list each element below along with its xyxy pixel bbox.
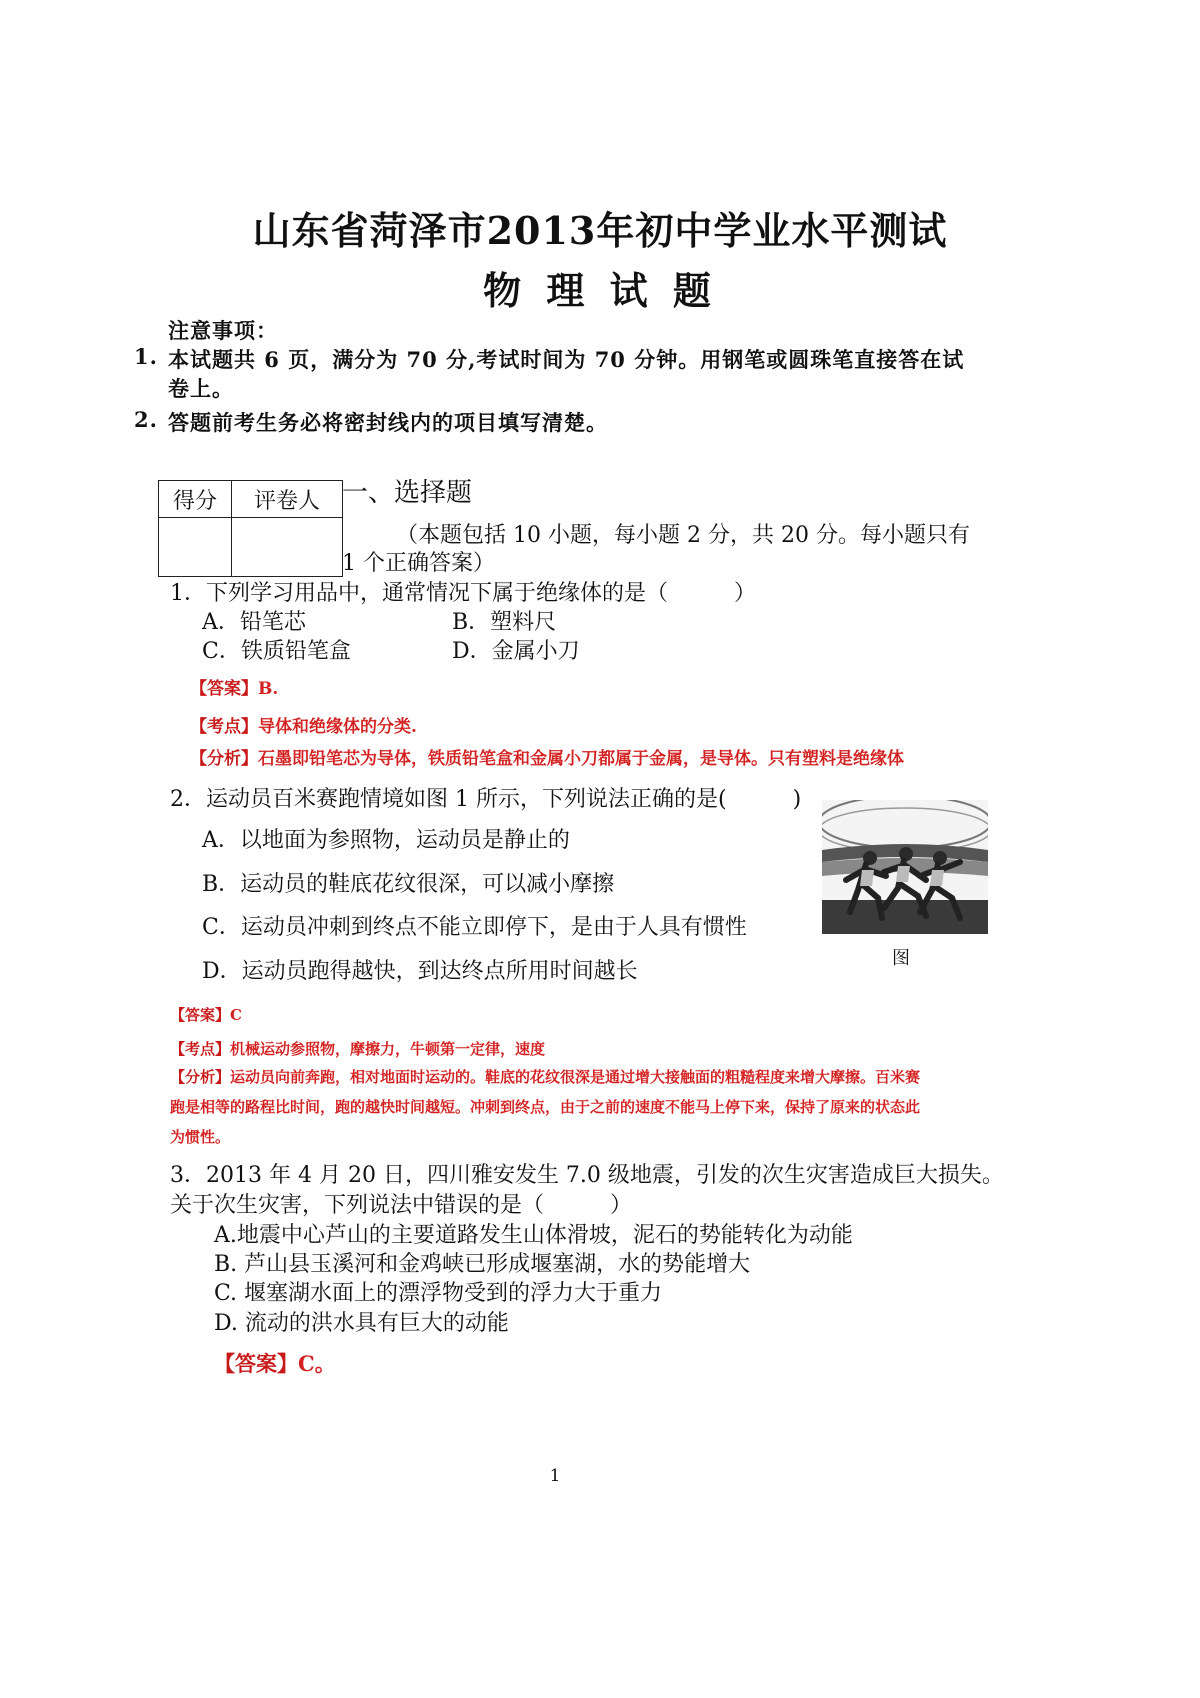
notice-item-1-number: 1. bbox=[134, 344, 158, 369]
question-2-option-d: D．运动员跑得越快，到达终点所用时间越长 bbox=[202, 959, 638, 984]
question-3-stem-line1: 3．2013 年 4 月 20 日，四川雅安发生 7.0 级地震，引发的次生灾害造成巨大损失。 bbox=[170, 1163, 1004, 1188]
question-2-option-a: A．以地面为参照物，运动员是静止的 bbox=[202, 828, 570, 853]
analysis-label: 【分析】 bbox=[190, 749, 258, 769]
question-1-option-c: C．铁质铅笔盒 bbox=[202, 639, 351, 664]
notice-item-1-line1: 本试题共 6 页，满分为 70 分,考试时间为 70 分钟。用钢笔或圆珠笔直接答在试 bbox=[168, 347, 965, 372]
question-3-option-d: D. 流动的洪水具有巨大的动能 bbox=[214, 1311, 509, 1336]
grader-cell bbox=[232, 518, 343, 577]
page-subtitle: 物 理 试 题 bbox=[483, 268, 717, 313]
runners-figure bbox=[822, 800, 988, 934]
analysis-text: 石墨即铅笔芯为导体，铁质铅笔盒和金属小刀都属于金属，是导体。只有塑料是绝缘体 bbox=[258, 749, 904, 769]
question-1-analysis bbox=[190, 744, 904, 769]
question-3-option-a: A.地震中心芦山的主要道路发生山体滑坡，泥石的势能转化为动能 bbox=[214, 1223, 853, 1248]
section-title: 一、选择题 bbox=[342, 478, 473, 508]
analysis-text: 运动员向前奔跑，相对地面时运动的。鞋底的花纹很深是通过增大接触面的粗糙程度来增大摩擦。百米赛 bbox=[230, 1068, 921, 1086]
answer-text: B. bbox=[258, 679, 279, 699]
point-text: 导体和绝缘体的分类. bbox=[258, 717, 417, 737]
point-label: 【考点】 bbox=[190, 717, 258, 737]
answer-label: 【答案】 bbox=[214, 1351, 298, 1376]
analysis-label: 【分析】 bbox=[170, 1068, 231, 1086]
point-label: 【考点】 bbox=[170, 1040, 231, 1058]
question-1-stem: 1．下列学习用品中，通常情况下属于绝缘体的是（ ） bbox=[170, 581, 756, 606]
question-3-option-b: B. 芦山县玉溪河和金鸡峡已形成堰塞湖，水的势能增大 bbox=[214, 1252, 751, 1277]
question-2-point bbox=[170, 1038, 545, 1059]
grader-header: 评卷人 bbox=[232, 481, 343, 518]
question-3-answer bbox=[214, 1348, 336, 1378]
notice-heading: 注意事项： bbox=[168, 318, 278, 343]
question-3-stem-line2: 关于次生灾害，下列说法中错误的是（ ） bbox=[170, 1193, 633, 1218]
question-2-analysis-line2: 跑是相等的路程比时间，跑的越快时间越短。冲刺到终点，由于之前的速度不能马上停下来，保持了原来的状态此 bbox=[170, 1098, 921, 1116]
answer-text: C bbox=[230, 1006, 242, 1024]
page-title: 山东省菏泽市2013年初中学业水平测试 bbox=[252, 208, 948, 253]
question-1-answer bbox=[190, 674, 278, 699]
question-1-option-d: D．金属小刀 bbox=[452, 639, 580, 664]
question-2-analysis-line1 bbox=[170, 1066, 920, 1087]
runners-illustration bbox=[822, 800, 988, 934]
question-1-option-b: B．塑料尺 bbox=[452, 610, 557, 635]
question-1-option-a: A．铅笔芯 bbox=[202, 610, 306, 635]
question-2-stem: 2．运动员百米赛跑情境如图 1 所示，下列说法正确的是( ) bbox=[170, 787, 802, 812]
question-2-option-c: C．运动员冲刺到终点不能立即停下，是由于人具有惯性 bbox=[202, 915, 747, 940]
section-description-line1: （本题包括 10 小题，每小题 2 分，共 20 分。每小题只有 bbox=[396, 523, 970, 548]
score-cell bbox=[159, 518, 232, 577]
page-number: 1 bbox=[549, 1466, 561, 1486]
notice-item-1-line2: 卷上。 bbox=[168, 376, 234, 401]
section-description-line2: 1 个正确答案） bbox=[342, 551, 495, 576]
question-2-answer bbox=[170, 1004, 242, 1025]
answer-text: C。 bbox=[298, 1351, 336, 1376]
point-text: 机械运动参照物，摩擦力，牛顿第一定律，速度 bbox=[230, 1040, 546, 1058]
figure-caption: 图 bbox=[892, 948, 910, 969]
question-2-analysis-line3: 为惯性。 bbox=[170, 1128, 231, 1146]
notice-item-2-line1: 答题前考生务必将密封线内的项目填写清楚。 bbox=[168, 410, 608, 435]
question-1-point bbox=[190, 712, 417, 737]
score-table bbox=[158, 480, 343, 577]
answer-label: 【答案】 bbox=[190, 679, 258, 699]
question-2-option-b: B．运动员的鞋底花纹很深，可以减小摩擦 bbox=[202, 872, 615, 897]
score-header: 得分 bbox=[159, 481, 232, 518]
question-3-option-c: C. 堰塞湖水面上的漂浮物受到的浮力大于重力 bbox=[214, 1281, 663, 1306]
notice-item-2-number: 2. bbox=[134, 407, 158, 432]
answer-label: 【答案】 bbox=[170, 1006, 231, 1024]
